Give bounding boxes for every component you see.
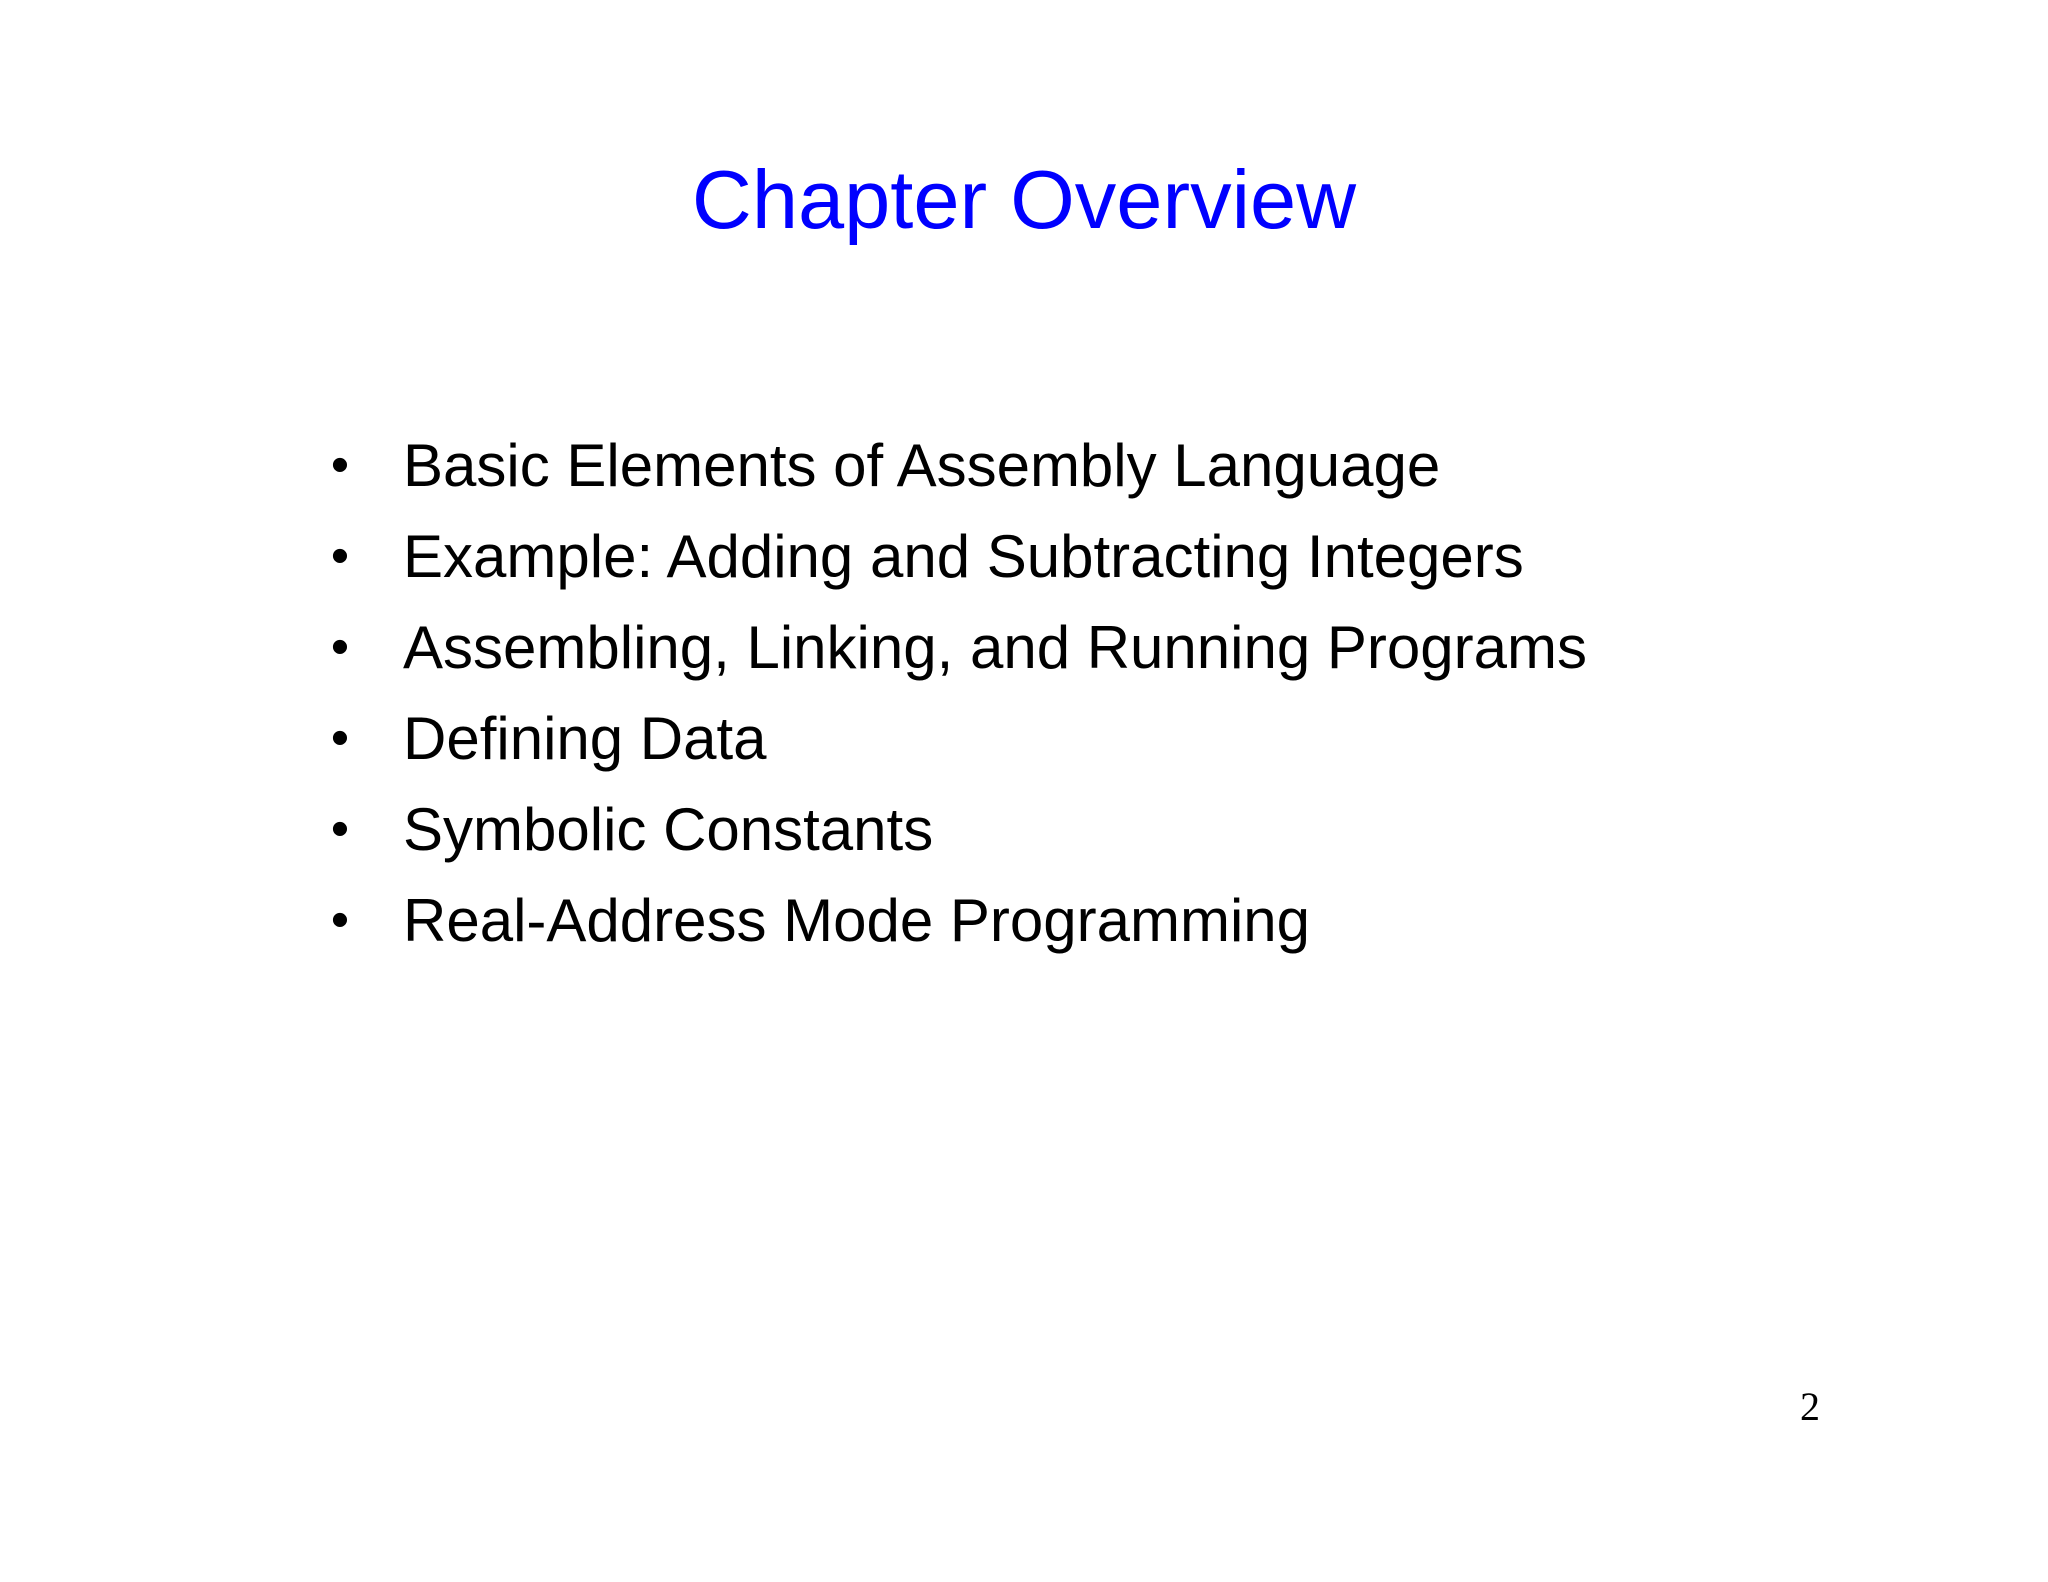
bullet-text: Assembling, Linking, and Running Programs bbox=[403, 614, 1587, 681]
bullet-list bbox=[320, 420, 1820, 966]
slide-title: Chapter Overview bbox=[691, 153, 1357, 246]
bullet-text: Real-Address Mode Programming bbox=[403, 887, 1311, 954]
bullet-icon: • bbox=[330, 436, 350, 494]
page-number: 2 bbox=[1800, 1384, 1820, 1429]
bullet-text: Defining Data bbox=[403, 705, 767, 772]
bullet-icon: • bbox=[330, 618, 350, 676]
bullet-icon: • bbox=[330, 709, 350, 767]
bullet-icon: • bbox=[330, 891, 350, 949]
bullet-text: Basic Elements of Assembly Language bbox=[403, 432, 1441, 499]
bullet-item bbox=[320, 511, 1820, 602]
bullet-text: Symbolic Constants bbox=[403, 796, 934, 863]
bullet-item bbox=[320, 784, 1820, 875]
bullet-text: Example: Adding and Subtracting Integers bbox=[403, 523, 1524, 590]
bullet-item bbox=[320, 420, 1820, 511]
bullet-item bbox=[320, 602, 1820, 693]
bullet-item bbox=[320, 875, 1820, 966]
bullet-item bbox=[320, 693, 1820, 784]
bullet-icon: • bbox=[330, 800, 350, 858]
bullet-icon: • bbox=[330, 527, 350, 585]
